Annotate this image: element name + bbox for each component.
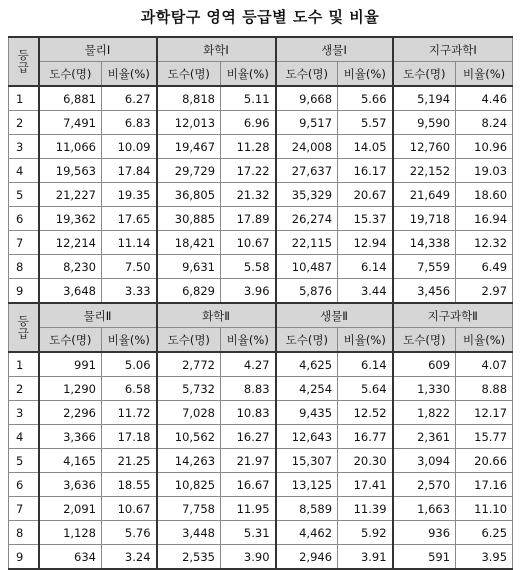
count-cell: 9,590 bbox=[393, 111, 456, 135]
subject-header-row bbox=[9, 303, 513, 328]
ratio-cell: 12.52 bbox=[338, 401, 393, 425]
ratio-cell: 15.77 bbox=[456, 425, 513, 449]
count-cell: 3,636 bbox=[39, 473, 102, 497]
count-column-header: 도수(명) bbox=[393, 328, 456, 353]
ratio-cell: 3.96 bbox=[221, 279, 276, 304]
table-row bbox=[9, 545, 513, 570]
grade-cell: 1 bbox=[9, 86, 39, 111]
subject-header: 화학Ⅰ bbox=[157, 37, 276, 62]
grade-cell: 4 bbox=[9, 425, 39, 449]
count-cell: 3,448 bbox=[157, 521, 221, 545]
count-cell: 26,274 bbox=[276, 207, 338, 231]
ratio-cell: 5.06 bbox=[102, 352, 157, 377]
count-cell: 2,772 bbox=[157, 352, 221, 377]
ratio-cell: 8.24 bbox=[456, 111, 513, 135]
table-row bbox=[9, 425, 513, 449]
count-cell: 1,822 bbox=[393, 401, 456, 425]
grade-column-header: 등급 bbox=[9, 37, 39, 86]
subject-header-row bbox=[9, 37, 513, 62]
ratio-cell: 5.57 bbox=[338, 111, 393, 135]
ratio-cell: 6.14 bbox=[338, 255, 393, 279]
count-cell: 21,227 bbox=[39, 183, 102, 207]
ratio-column-header: 비율(%) bbox=[221, 62, 276, 87]
ratio-cell: 5.11 bbox=[221, 86, 276, 111]
count-cell: 2,535 bbox=[157, 545, 221, 570]
ratio-cell: 3.24 bbox=[102, 545, 157, 570]
subject-header: 지구과학Ⅰ bbox=[393, 37, 513, 62]
ratio-cell: 11.39 bbox=[338, 497, 393, 521]
ratio-cell: 10.96 bbox=[456, 135, 513, 159]
ratio-cell: 12.94 bbox=[338, 231, 393, 255]
count-cell: 591 bbox=[393, 545, 456, 570]
grade-cell: 6 bbox=[9, 473, 39, 497]
ratio-cell: 15.37 bbox=[338, 207, 393, 231]
count-cell: 3,456 bbox=[393, 279, 456, 304]
ratio-cell: 12.17 bbox=[456, 401, 513, 425]
ratio-cell: 5.76 bbox=[102, 521, 157, 545]
grade-distribution-table bbox=[8, 36, 513, 570]
ratio-cell: 4.27 bbox=[221, 352, 276, 377]
ratio-cell: 21.32 bbox=[221, 183, 276, 207]
grade-cell: 5 bbox=[9, 449, 39, 473]
count-cell: 3,094 bbox=[393, 449, 456, 473]
ratio-cell: 17.18 bbox=[102, 425, 157, 449]
subject-header: 화학Ⅱ bbox=[157, 303, 276, 328]
ratio-column-header: 비율(%) bbox=[338, 328, 393, 353]
count-cell: 9,668 bbox=[276, 86, 338, 111]
table-row bbox=[9, 401, 513, 425]
count-column-header: 도수(명) bbox=[157, 62, 221, 87]
count-cell: 3,366 bbox=[39, 425, 102, 449]
ratio-cell: 17.16 bbox=[456, 473, 513, 497]
count-cell: 7,028 bbox=[157, 401, 221, 425]
table-row bbox=[9, 159, 513, 183]
ratio-cell: 6.58 bbox=[102, 377, 157, 401]
count-cell: 8,818 bbox=[157, 86, 221, 111]
ratio-cell: 14.05 bbox=[338, 135, 393, 159]
count-cell: 30,885 bbox=[157, 207, 221, 231]
grade-cell: 5 bbox=[9, 183, 39, 207]
count-cell: 8,589 bbox=[276, 497, 338, 521]
ratio-cell: 10.09 bbox=[102, 135, 157, 159]
ratio-cell: 5.64 bbox=[338, 377, 393, 401]
grade-cell: 2 bbox=[9, 377, 39, 401]
count-column-header: 도수(명) bbox=[39, 62, 102, 87]
count-cell: 2,946 bbox=[276, 545, 338, 570]
count-column-header: 도수(명) bbox=[276, 328, 338, 353]
count-cell: 8,230 bbox=[39, 255, 102, 279]
count-cell: 634 bbox=[39, 545, 102, 570]
count-cell: 13,125 bbox=[276, 473, 338, 497]
grade-cell: 2 bbox=[9, 111, 39, 135]
ratio-cell: 5.66 bbox=[338, 86, 393, 111]
ratio-cell: 17.65 bbox=[102, 207, 157, 231]
ratio-cell: 3.90 bbox=[221, 545, 276, 570]
grade-cell: 3 bbox=[9, 401, 39, 425]
ratio-cell: 16.94 bbox=[456, 207, 513, 231]
ratio-cell: 2.97 bbox=[456, 279, 513, 304]
count-cell: 15,307 bbox=[276, 449, 338, 473]
count-cell: 7,758 bbox=[157, 497, 221, 521]
ratio-column-header: 비율(%) bbox=[102, 328, 157, 353]
count-cell: 12,760 bbox=[393, 135, 456, 159]
grade-cell: 9 bbox=[9, 279, 39, 304]
ratio-cell: 21.97 bbox=[221, 449, 276, 473]
count-column-header: 도수(명) bbox=[276, 62, 338, 87]
ratio-cell: 6.27 bbox=[102, 86, 157, 111]
ratio-cell: 17.89 bbox=[221, 207, 276, 231]
ratio-cell: 3.95 bbox=[456, 545, 513, 570]
count-cell: 12,643 bbox=[276, 425, 338, 449]
ratio-cell: 18.55 bbox=[102, 473, 157, 497]
count-cell: 1,128 bbox=[39, 521, 102, 545]
ratio-cell: 6.83 bbox=[102, 111, 157, 135]
ratio-cell: 11.28 bbox=[221, 135, 276, 159]
count-cell: 19,362 bbox=[39, 207, 102, 231]
count-column-header: 도수(명) bbox=[157, 328, 221, 353]
grade-cell: 7 bbox=[9, 497, 39, 521]
ratio-cell: 17.41 bbox=[338, 473, 393, 497]
ratio-cell: 8.83 bbox=[221, 377, 276, 401]
table-row bbox=[9, 86, 513, 111]
count-column-header: 도수(명) bbox=[39, 328, 102, 353]
ratio-cell: 11.10 bbox=[456, 497, 513, 521]
column-header-row bbox=[9, 328, 513, 353]
count-cell: 7,559 bbox=[393, 255, 456, 279]
ratio-cell: 11.95 bbox=[221, 497, 276, 521]
table-row bbox=[9, 377, 513, 401]
ratio-column-header: 비율(%) bbox=[338, 62, 393, 87]
count-cell: 3,648 bbox=[39, 279, 102, 304]
count-cell: 27,637 bbox=[276, 159, 338, 183]
table-body bbox=[9, 37, 513, 569]
ratio-cell: 20.66 bbox=[456, 449, 513, 473]
ratio-cell: 10.83 bbox=[221, 401, 276, 425]
ratio-cell: 8.88 bbox=[456, 377, 513, 401]
ratio-cell: 16.67 bbox=[221, 473, 276, 497]
count-cell: 5,732 bbox=[157, 377, 221, 401]
table-row bbox=[9, 183, 513, 207]
grade-cell: 6 bbox=[9, 207, 39, 231]
grade-cell: 1 bbox=[9, 352, 39, 377]
count-cell: 19,467 bbox=[157, 135, 221, 159]
ratio-cell: 3.33 bbox=[102, 279, 157, 304]
ratio-cell: 6.14 bbox=[338, 352, 393, 377]
ratio-cell: 10.67 bbox=[221, 231, 276, 255]
ratio-cell: 4.46 bbox=[456, 86, 513, 111]
count-cell: 21,649 bbox=[393, 183, 456, 207]
count-cell: 24,008 bbox=[276, 135, 338, 159]
count-cell: 7,491 bbox=[39, 111, 102, 135]
ratio-cell: 17.22 bbox=[221, 159, 276, 183]
count-cell: 10,562 bbox=[157, 425, 221, 449]
ratio-column-header: 비율(%) bbox=[456, 62, 513, 87]
count-cell: 14,338 bbox=[393, 231, 456, 255]
count-cell: 2,091 bbox=[39, 497, 102, 521]
subject-header: 생물Ⅱ bbox=[276, 303, 393, 328]
grade-cell: 9 bbox=[9, 545, 39, 570]
count-cell: 36,805 bbox=[157, 183, 221, 207]
count-cell: 19,563 bbox=[39, 159, 102, 183]
count-cell: 11,066 bbox=[39, 135, 102, 159]
grade-cell: 8 bbox=[9, 255, 39, 279]
ratio-cell: 5.58 bbox=[221, 255, 276, 279]
ratio-cell: 6.25 bbox=[456, 521, 513, 545]
count-cell: 5,876 bbox=[276, 279, 338, 304]
subject-header: 지구과학Ⅱ bbox=[393, 303, 513, 328]
count-cell: 14,263 bbox=[157, 449, 221, 473]
count-cell: 4,254 bbox=[276, 377, 338, 401]
count-cell: 9,517 bbox=[276, 111, 338, 135]
grade-column-header: 등급 bbox=[9, 303, 39, 352]
ratio-cell: 20.67 bbox=[338, 183, 393, 207]
subject-header: 물리Ⅰ bbox=[39, 37, 157, 62]
count-cell: 1,330 bbox=[393, 377, 456, 401]
ratio-cell: 19.03 bbox=[456, 159, 513, 183]
table-row bbox=[9, 473, 513, 497]
table-row bbox=[9, 135, 513, 159]
subject-header: 물리Ⅱ bbox=[39, 303, 157, 328]
table-row bbox=[9, 521, 513, 545]
count-cell: 991 bbox=[39, 352, 102, 377]
count-cell: 5,194 bbox=[393, 86, 456, 111]
page-title: 과학탐구 영역 등급별 도수 및 비율 bbox=[140, 8, 380, 26]
count-cell: 9,631 bbox=[157, 255, 221, 279]
count-cell: 9,435 bbox=[276, 401, 338, 425]
count-cell: 12,013 bbox=[157, 111, 221, 135]
ratio-cell: 20.30 bbox=[338, 449, 393, 473]
count-cell: 2,296 bbox=[39, 401, 102, 425]
count-cell: 10,487 bbox=[276, 255, 338, 279]
ratio-cell: 5.31 bbox=[221, 521, 276, 545]
count-cell: 1,663 bbox=[393, 497, 456, 521]
grade-cell: 4 bbox=[9, 159, 39, 183]
count-cell: 2,361 bbox=[393, 425, 456, 449]
table-row bbox=[9, 207, 513, 231]
table-row bbox=[9, 231, 513, 255]
count-cell: 4,165 bbox=[39, 449, 102, 473]
grade-cell: 8 bbox=[9, 521, 39, 545]
count-cell: 4,625 bbox=[276, 352, 338, 377]
ratio-column-header: 비율(%) bbox=[456, 328, 513, 353]
ratio-cell: 4.07 bbox=[456, 352, 513, 377]
count-cell: 6,881 bbox=[39, 86, 102, 111]
count-cell: 19,718 bbox=[393, 207, 456, 231]
ratio-cell: 7.50 bbox=[102, 255, 157, 279]
ratio-cell: 3.91 bbox=[338, 545, 393, 570]
ratio-column-header: 비율(%) bbox=[221, 328, 276, 353]
ratio-cell: 11.14 bbox=[102, 231, 157, 255]
ratio-cell: 17.84 bbox=[102, 159, 157, 183]
count-cell: 12,214 bbox=[39, 231, 102, 255]
table-row bbox=[9, 352, 513, 377]
count-cell: 22,115 bbox=[276, 231, 338, 255]
count-cell: 4,462 bbox=[276, 521, 338, 545]
grade-cell: 7 bbox=[9, 231, 39, 255]
count-cell: 22,152 bbox=[393, 159, 456, 183]
count-cell: 6,829 bbox=[157, 279, 221, 304]
table-row bbox=[9, 497, 513, 521]
table-row bbox=[9, 279, 513, 304]
ratio-cell: 10.67 bbox=[102, 497, 157, 521]
count-cell: 2,570 bbox=[393, 473, 456, 497]
table-row bbox=[9, 255, 513, 279]
ratio-cell: 16.77 bbox=[338, 425, 393, 449]
ratio-cell: 5.92 bbox=[338, 521, 393, 545]
column-header-row bbox=[9, 62, 513, 87]
count-column-header: 도수(명) bbox=[393, 62, 456, 87]
count-cell: 18,421 bbox=[157, 231, 221, 255]
ratio-cell: 19.35 bbox=[102, 183, 157, 207]
count-cell: 936 bbox=[393, 521, 456, 545]
count-cell: 1,290 bbox=[39, 377, 102, 401]
ratio-cell: 6.49 bbox=[456, 255, 513, 279]
count-cell: 10,825 bbox=[157, 473, 221, 497]
grade-cell: 3 bbox=[9, 135, 39, 159]
ratio-cell: 18.60 bbox=[456, 183, 513, 207]
ratio-cell: 3.44 bbox=[338, 279, 393, 304]
count-cell: 35,329 bbox=[276, 183, 338, 207]
ratio-cell: 12.32 bbox=[456, 231, 513, 255]
count-cell: 609 bbox=[393, 352, 456, 377]
table-row bbox=[9, 449, 513, 473]
ratio-cell: 6.96 bbox=[221, 111, 276, 135]
table-row bbox=[9, 111, 513, 135]
ratio-cell: 11.72 bbox=[102, 401, 157, 425]
ratio-cell: 16.27 bbox=[221, 425, 276, 449]
count-cell: 29,729 bbox=[157, 159, 221, 183]
ratio-cell: 16.17 bbox=[338, 159, 393, 183]
subject-header: 생물Ⅰ bbox=[276, 37, 393, 62]
ratio-cell: 21.25 bbox=[102, 449, 157, 473]
ratio-column-header: 비율(%) bbox=[102, 62, 157, 87]
